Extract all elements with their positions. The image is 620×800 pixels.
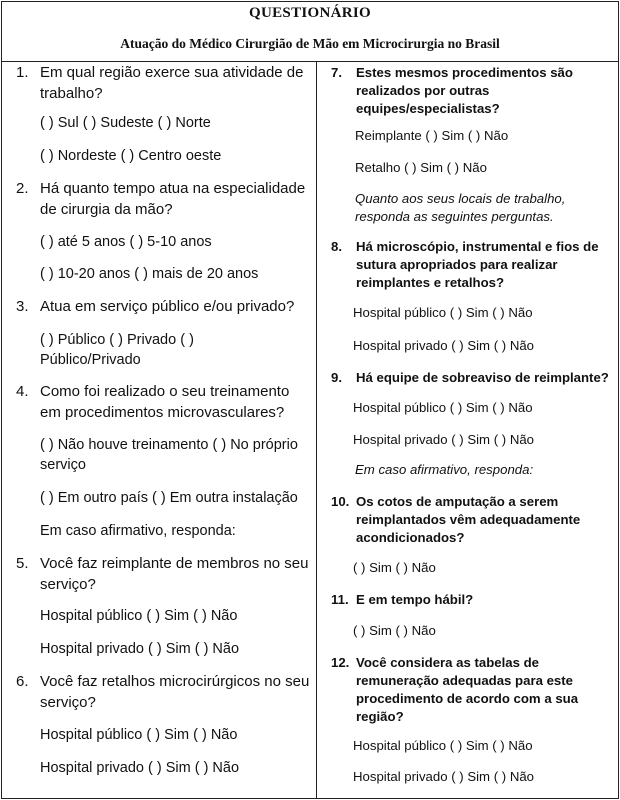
question-4 [16, 381, 311, 423]
follow-up-note: Quanto aos seus locais de trabalho, responda as seguintes perguntas. [355, 191, 566, 224]
question-text: Você faz reimplante de membros no seu serviço? [40, 555, 309, 593]
question-text: Você faz retalhos microcirúrgicos no seu serviço? [40, 673, 310, 711]
option-line: Hospital público ( ) Sim ( ) Não [40, 727, 238, 743]
question-number: 5. [16, 555, 29, 572]
page-subtitle: Atuação do Médico Cirurgião de Mão em Microcirurgia no Brasil [120, 36, 500, 51]
question-number: 11. [331, 592, 349, 607]
question-11 [331, 591, 613, 609]
option-line: Retalho ( ) Sim ( ) Não [355, 160, 487, 175]
option-line: Hospital privado ( ) Sim ( ) Não [40, 760, 240, 776]
option-line: ( ) Não houve treinamento ( ) No próprio serviço [40, 437, 298, 473]
question-text: Atua em serviço público e/ou privado? [40, 298, 295, 315]
option-line: ( ) Nordeste ( ) Centro oeste [40, 148, 222, 164]
question-text: Você considera as tabelas de remuneração adequadas para este procedimento de acordo com a sua região? [356, 655, 579, 724]
question-text: Os cotos de amputação a serem reimplantados vêm adequadamente acondicionados? [356, 494, 581, 545]
question-6 [16, 671, 311, 713]
question-number: 12. [331, 655, 350, 670]
question-10 [331, 493, 613, 547]
questionnaire-table [1, 1, 619, 799]
question-1 [16, 62, 311, 104]
column-divider [316, 62, 317, 798]
question-text: Como foi realizado o seu treinamento em procedimentos microvasculares? [40, 383, 290, 421]
option-line: Hospital público ( ) Sim ( ) Não [353, 400, 533, 415]
question-number: 10. [331, 494, 350, 509]
question-number: 7. [331, 65, 342, 80]
question-3 [16, 296, 311, 317]
option-line: ( ) Sim ( ) Não [353, 560, 436, 575]
question-number: 2. [16, 180, 29, 197]
option-line: ( ) Sul ( ) Sudeste ( ) Norte [40, 115, 211, 131]
option-line: ( ) até 5 anos ( ) 5-10 anos [40, 234, 212, 250]
question-number: 9. [331, 370, 342, 385]
question-9 [331, 369, 613, 387]
follow-up-note: Em caso afirmativo, responda: [355, 462, 534, 477]
question-8 [331, 238, 613, 292]
option-line: Hospital público ( ) Sim ( ) Não [353, 738, 533, 753]
follow-up-note: Em caso afirmativo, responda: [40, 523, 236, 539]
question-text: Há microscópio, instrumental e fios de sutura apropriados para realizar reimplantes e retalhos? [356, 239, 599, 290]
option-line: Hospital público ( ) Sim ( ) Não [353, 305, 533, 320]
option-line: ( ) Em outro país ( ) Em outra instalação [40, 490, 298, 506]
question-text: Há equipe de sobreaviso de reimplante? [356, 370, 609, 385]
option-line: Hospital público ( ) Sim ( ) Não [40, 608, 238, 624]
question-5 [16, 553, 311, 595]
question-text: Estes mesmos procedimentos são realizados por outras equipes/especialistas? [356, 65, 573, 116]
question-text: Há quanto tempo atua na especialidade de cirurgia da mão? [40, 180, 306, 218]
option-line: Hospital privado ( ) Sim ( ) Não [353, 338, 535, 353]
question-12 [331, 654, 613, 726]
question-text: E em tempo hábil? [356, 592, 474, 607]
option-line: ( ) Público ( ) Privado ( ) Público/Privado [40, 332, 194, 368]
question-number: 3. [16, 298, 29, 315]
question-text: Em qual região exerce sua atividade de trabalho? [40, 64, 304, 102]
question-2 [16, 178, 311, 220]
question-number: 1. [16, 64, 29, 81]
option-line: Hospital privado ( ) Sim ( ) Não [353, 432, 535, 447]
question-number: 6. [16, 673, 29, 690]
question-number: 8. [331, 239, 342, 254]
option-line: ( ) Sim ( ) Não [353, 623, 436, 638]
table-header [2, 2, 618, 62]
option-line: Reimplante ( ) Sim ( ) Não [355, 128, 509, 143]
question-number: 4. [16, 383, 29, 400]
option-line: ( ) 10-20 anos ( ) mais de 20 anos [40, 266, 259, 282]
page-title: QUESTIONÁRIO [249, 5, 371, 21]
option-line: Hospital privado ( ) Sim ( ) Não [353, 769, 535, 784]
question-7 [331, 64, 613, 118]
option-line: Hospital privado ( ) Sim ( ) Não [40, 641, 240, 657]
